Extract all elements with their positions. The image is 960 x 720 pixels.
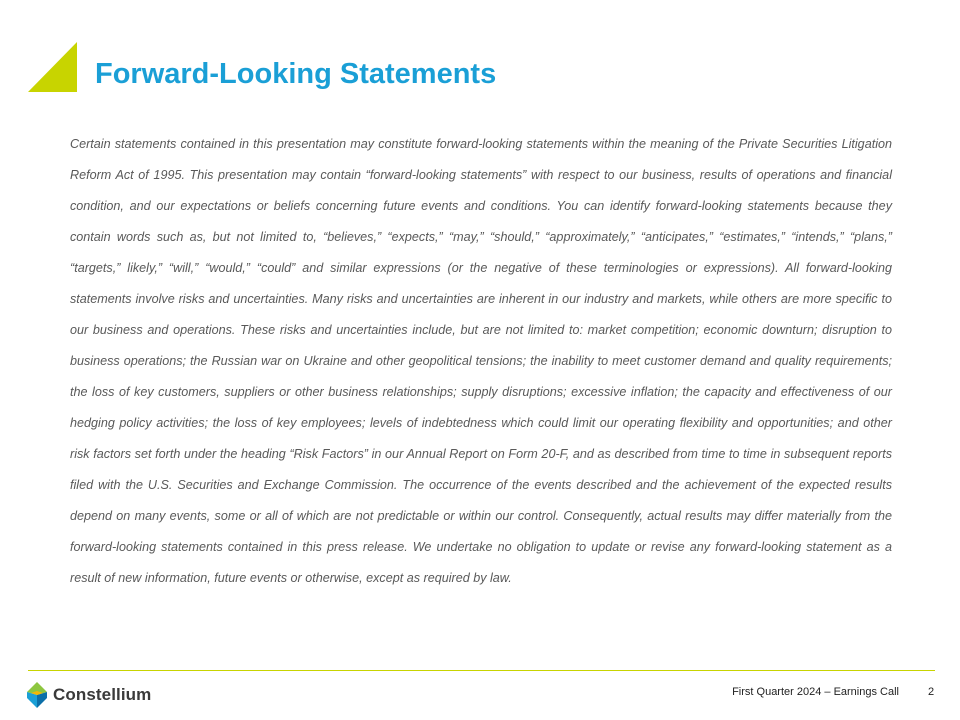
corner-triangle-icon [28, 42, 77, 92]
page-number: 2 [928, 686, 935, 698]
footer-event-label: First Quarter 2024 – Earnings Call [732, 686, 899, 698]
disclaimer-paragraph: Certain statements contained in this presentation may constitute forward-looking statements within the meaning of the Private Securities Litigation Reform Act of 1995. This presentation may contain “forward-looking statements” with respect to our business, results of operations and financial condition, and our expectations or beliefs concerning future events and conditions. You can identify forward-looking statements because they contain words such as, but not limited to, “believes,” “expects,” “may,” “should,” “approximately,” “anticipates,” “estimates,” “intends,” “plans,” “targets,” likely,” “will,” “would,” “could” and similar expressions (or the negative of these terminologies or expressions). All forward-looking statements involve risks and uncertainties. Many risks and uncertainties are inherent in our industry and markets, while others are more specific to our business and operations. These risks and uncertainties include, but are not limited to: market competition; economic downturn; disruption to business operations; the Russian war on Ukraine and other geopolitical tensions; the inability to meet customer demand and quality requirements; the loss of key customers, suppliers or other business relationships; supply disruptions; excessive inflation; the capacity and effectiveness of our hedging policy activities; the loss of key employees; levels of indebtedness which could limit our operating flexibility and opportunities; and other risk factors set forth under the heading “Risk Factors” in our Annual Report on Form 20-F, and as described from time to time in subsequent reports filed with the U.S. Securities and Exchange Commission. The occurrence of the events described and the achievement of the expected results depend on many events, some or all of which are not predictable or within our control. Consequently, actual results may differ materially from the forward-looking statements contained in this press release. We undertake no obligation to update or revise any forward-looking statement as a result of new information, future events or otherwise, except as required by law. [70, 137, 892, 585]
company-logo [27, 682, 151, 708]
logo-wordmark: Constellium [53, 685, 152, 704]
footer-divider [28, 670, 935, 671]
constellium-logo-icon [27, 682, 47, 708]
page-title: Forward-Looking Statements [95, 58, 497, 90]
